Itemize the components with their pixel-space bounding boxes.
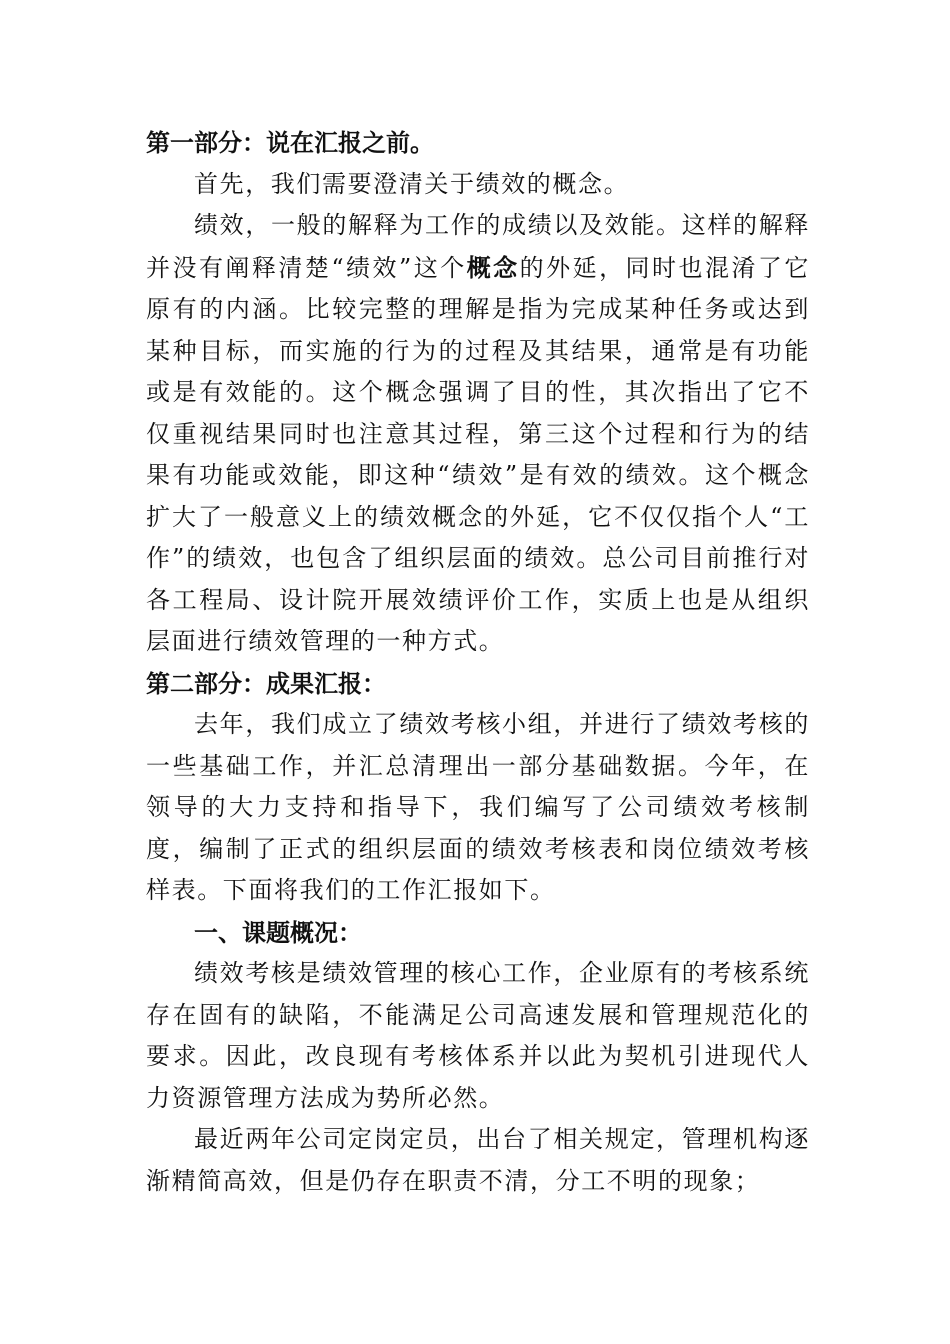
paragraph-results-report: 去年，我们成立了绩效考核小组，并进行了绩效考核的一些基础工作，并汇总清理出一部分基础数据。今年，在领导的大力支持和指导下，我们编写了公司绩效考核制度，编制了正式的组织层面的绩效考核表和岗位绩效考核样表。下面将我们的工作汇报如下。 [146, 710, 810, 904]
paragraph-overview-1: 绩效考核是绩效管理的核心工作，企业原有的考核系统存在固有的缺陷，不能满足公司高速发展和管理规范化的要求。因此，改良现有考核体系并以此为契机引进现代人力资源管理方法成为势所必然。 [146, 959, 810, 1112]
paragraph-overview-2: 最近两年公司定岗定员，出台了相关规定，管理机构逐渐精简高效，但是仍存在职责不清，分工不明的现象； [146, 1125, 810, 1195]
section-heading-part2: 第二部分：成果汇报： [146, 668, 386, 698]
document-page [146, 122, 810, 1202]
subsection-heading-overview: 一、课题概况： [194, 917, 362, 947]
paragraph-text: 的外延，同时也混淆了它原有的内涵。比较完整的理解是指为完成某种任务或达到某种目标，而实施的行为的过程及其结果，通常是有功能或是有效能的。这个概念强调了目的性，其次指出了它不仅重视结果同时也注意其过程，第三这个过程和行为的结果有功能或效能，即这种“绩效”是有效的绩效。这个概念扩大了一般意义上的绩效概念的外延，它不仅仅指个人“工作”的绩效，也包含了组织层面的绩效。总公司目前推行对各工程局、设计院开展效绩评价工作，实质上也是从组织层面进行绩效管理的一种方式。 [146, 253, 810, 655]
paragraph-performance-definition [146, 205, 810, 663]
section-heading-part1: 第一部分：说在汇报之前。 [146, 128, 434, 157]
paragraph-performance-intro: 首先，我们需要澄清关于绩效的概念。 [194, 169, 630, 198]
bold-term-concept: 概念 [466, 252, 520, 282]
paragraph-text: 绩效，一般的解释为工作的成绩以及效能。这样的解释并没有阐释清楚“绩效”这个 [146, 211, 810, 282]
